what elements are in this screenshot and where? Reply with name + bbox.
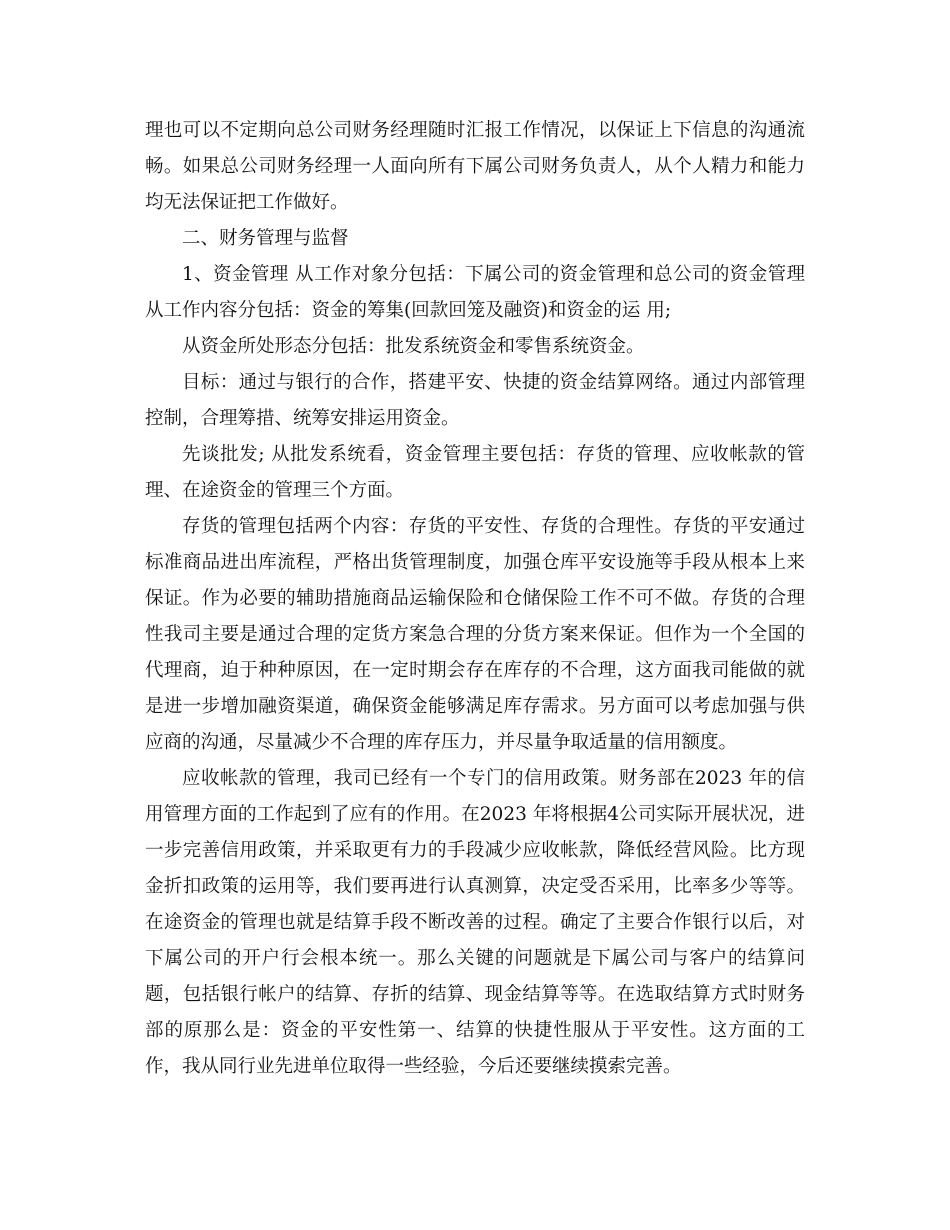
paragraph-capital-forms: 从资金所处形态分包括：批发系统资金和零售系统资金。	[182, 336, 645, 357]
paragraph-wholesale: 先谈批发; 从批发系统看，资金管理主要包括：存货的管理、应收帐款的管理、在途资金的管理三个方面。	[145, 444, 805, 501]
paragraph-receivables: 应收帐款的管理，我司已经有一个专门的信用政策。财务部在2023 年的信用管理方面的工作起到了应有的作用。在2023 年将根据4公司实际开展状况，进一步完善信用政策，并采取更有力的手段减少应收帐款，降低经营风险。比方现金折扣政策的运用等，我们要再进行认真测算，决定受否采用，比率多少等等。在途资金的管理也就是结算手段不断改善的过程。确定了主要合作银行以后，对下属公司的开户行会根本统一。那么关键的问题就是下属公司与客户的结算问题，包括银行帐户的结算、存折的结算、现金结算等等。在选取结算方式时财务部的原那么是：资金的平安性第一、结算的快捷性服从于平安性。这方面的工作，我从同行业先进单位取得一些经验，今后还要继续摸索完善。	[145, 768, 805, 1077]
document-body	[145, 113, 805, 1085]
paragraph-inventory: 存货的管理包括两个内容：存货的平安性、存货的合理性。存货的平安通过标准商品进出库流程，严格出货管理制度，加强仓库平安设施等手段从根本上来保证。作为必要的辅助措施商品运输保险和仓储保险工作不可不做。存货的合理性我司主要是通过合理的定货方案急合理的分货方案来保证。但作为一个全国的代理商，迫于种种原因，在一定时期会存在库存的不合理，这方面我司能做的就是进一步增加融资渠道，确保资金能够满足库存需求。另方面可以考虑加强与供应商的沟通，尽量减少不合理的库存压力，并尽量争取适量的信用额度。	[145, 516, 805, 753]
section-heading: 二、财务管理与监督	[182, 228, 349, 249]
paragraph-capital-management: 1、资金管理 从工作对象分包括：下属公司的资金管理和总公司的资金管理从工作内容分包括：资金的筹集(回款回笼及融资)和资金的运 用;	[145, 264, 805, 321]
paragraph-goal: 目标：通过与银行的合作，搭建平安、快捷的资金结算网络。通过内部管理控制，合理筹措、统筹安排运用资金。	[145, 372, 805, 429]
paragraph-continuation: 理也可以不定期向总公司财务经理随时汇报工作情况，以保证上下信息的沟通流畅。如果总公司财务经理一人面向所有下属公司财务负责人，从个人精力和能力均无法保证把工作做好。	[145, 120, 805, 213]
